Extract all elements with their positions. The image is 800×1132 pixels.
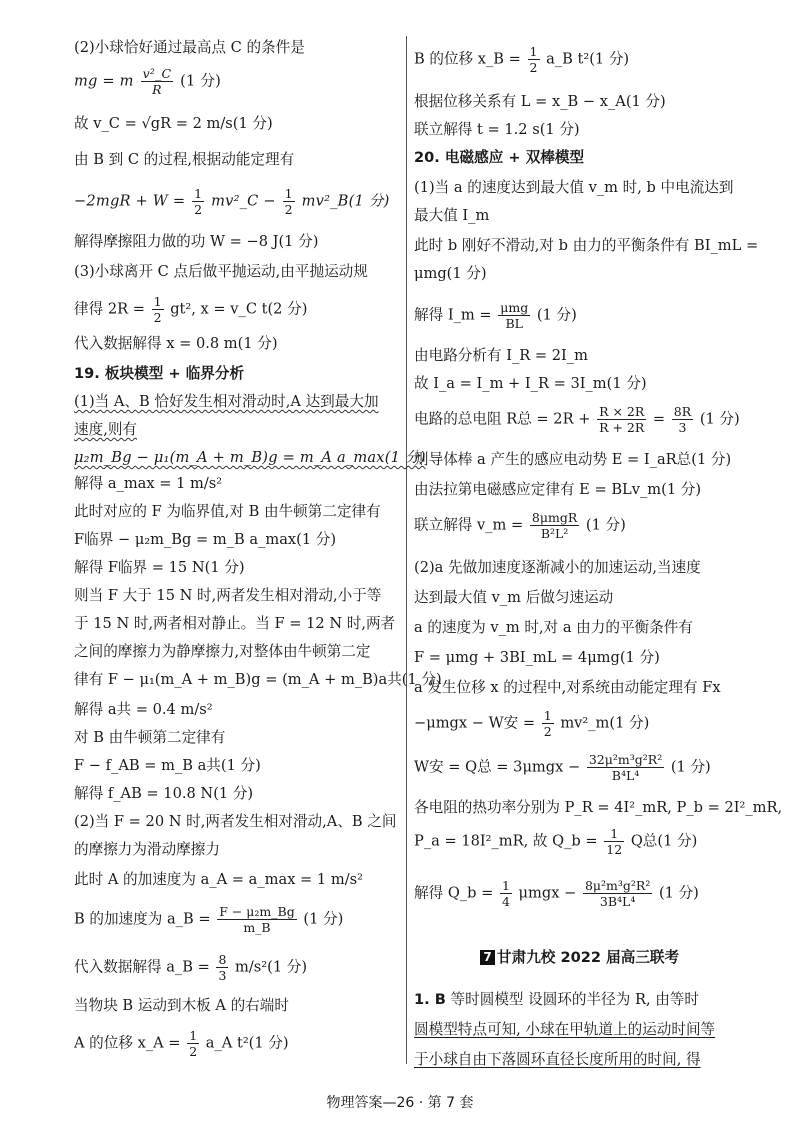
text-line: 解得摩擦阻力做的功 W = −8 J(1 分): [74, 233, 319, 250]
numerator: 1: [189, 1028, 198, 1043]
underlined-text: 圆模型特点可知, 小球在甲轨道上的运动时间等: [414, 1021, 716, 1038]
eq-text: mg = m: [74, 72, 134, 90]
numerator: 8: [218, 952, 227, 967]
denominator: 2: [189, 1044, 198, 1059]
fraction: [498, 300, 530, 331]
eq-text: (1 分): [699, 410, 740, 428]
numerator: 1: [194, 186, 203, 201]
eq-text: (1 分): [536, 306, 577, 324]
text-line: 由 B 到 C 的过程,根据动能定理有: [74, 151, 295, 168]
fraction: [216, 952, 228, 983]
numerator: 1: [153, 294, 162, 309]
denominator: B⁴L⁴: [611, 768, 640, 783]
text-line: [414, 990, 699, 1010]
numerator: 32μ²m³g²R²: [588, 752, 663, 767]
fraction: [542, 708, 554, 739]
equation-line: [74, 904, 343, 935]
section-number-badge: 7: [480, 950, 495, 965]
equation-line: [414, 510, 626, 541]
text-line: 此时 b 刚好不滑动,对 b 由力的平衡条件有 BI_mL =: [414, 237, 759, 254]
text-line: (2)当 F = 20 N 时,两者发生相对滑动,A、B 之间: [74, 813, 397, 830]
text-line: 最大值 I_m: [414, 207, 490, 224]
eq-text: a_B t²(1 分): [546, 50, 630, 68]
eq-text: −μmgx − W安 =: [414, 714, 536, 732]
numerator: 8μ²m³g²R²: [584, 878, 651, 893]
eq-text: (1 分): [303, 910, 344, 928]
underlined-text: 于小球自由下落圆环直径长度所用的时间, 得: [414, 1051, 701, 1068]
denominator: R: [152, 82, 162, 97]
text-line-content: 等时圆模型 设圆环的半径为 R, 由等时: [450, 991, 699, 1008]
eq-text: a_A t²(1 分): [205, 1034, 289, 1052]
denominator: 3: [218, 968, 227, 983]
equation-line: [74, 448, 426, 468]
problem-heading: 19. 板块模型 + 临界分析: [74, 365, 245, 382]
section-title: [480, 948, 679, 968]
fraction: [583, 878, 652, 909]
column-divider: [406, 36, 407, 1064]
equation-line: [74, 186, 390, 217]
eq-text: 律得 2R =: [74, 300, 145, 318]
text-line: [414, 1050, 701, 1070]
equation-line: [414, 878, 699, 909]
fraction: [528, 44, 540, 75]
eq-text: (1 分): [670, 758, 711, 776]
eq-text: 解得 I_m =: [414, 306, 492, 324]
fraction: [530, 510, 579, 541]
denominator: B²L²: [540, 526, 569, 541]
fraction: [217, 904, 297, 935]
text-line: 代入数据解得 x = 0.8 m(1 分): [74, 335, 278, 352]
equation-line: [74, 952, 307, 983]
text-line: 则当 F 大于 15 N 时,两者发生相对滑动,小于等: [74, 587, 382, 604]
text-line: 由法拉第电磁感应定律有 E = BLv_m(1 分): [414, 481, 702, 498]
eq-text: A 的位移 x_A =: [74, 1034, 181, 1052]
question-number: 1. B: [414, 991, 446, 1008]
numerator: 8R: [673, 404, 692, 419]
text-line: 解得 a_max = 1 m/s²: [74, 475, 223, 492]
text-line: 由电路分析有 I_R = 2I_m: [414, 347, 588, 364]
denominator: 2: [543, 724, 552, 739]
fraction: [672, 404, 693, 435]
text-line: 解得 F临界 = 15 N(1 分): [74, 559, 245, 576]
fraction: [604, 826, 624, 857]
text-line: 律有 F − μ₁(m_A + m_B)g = (m_A + m_B)a共(1 分): [74, 671, 442, 688]
text-line: (1)当 a 的速度达到最大值 v_m 时, b 中电流达到: [414, 179, 734, 196]
numerator: 1: [501, 878, 510, 893]
denominator: BL: [505, 316, 523, 331]
text-line: [414, 1020, 715, 1040]
equation-line: [414, 708, 649, 739]
text-line: 对 B 由牛顿第二定律有: [74, 729, 226, 746]
numerator: 1: [543, 708, 552, 723]
eq-text: 电路的总电阻 R总 = 2R +: [414, 410, 591, 428]
eq-text: μmgx −: [518, 884, 577, 902]
eq-text: mv²_m(1 分): [560, 714, 650, 732]
numerator: 1: [604, 826, 624, 842]
eq-text: (1 分): [658, 884, 699, 902]
fraction: [141, 66, 174, 97]
text-line: 于 15 N 时,两者相对静止。当 F = 12 N 时,两者: [74, 615, 396, 632]
equation-line: [414, 404, 740, 435]
eq-text: W安 = Q总 = 3μmgx −: [414, 758, 581, 776]
numerator: 1: [529, 44, 538, 59]
eq-text: mv²_B(1 分): [301, 192, 390, 210]
equation-line: [74, 1028, 289, 1059]
section-title-text: 甘肃九校 2022 届高三联考: [497, 949, 680, 966]
equation-line: [74, 294, 307, 325]
numerator: μmg: [500, 300, 529, 315]
eq-text: 联立解得 v_m =: [414, 516, 524, 534]
text-line: 达到最大值 v_m 后做匀速运动: [414, 589, 614, 606]
text-line: (3)小球离开 C 点后做平抛运动,由平抛运动规: [74, 263, 368, 280]
equation-line: [414, 752, 711, 783]
numerator: 1: [284, 186, 293, 201]
text-line: 解得 a共 = 0.4 m/s²: [74, 701, 213, 718]
text-line: a 发生位移 x 的过程中,对系统由动能定理有 Fx: [414, 679, 721, 696]
eq-text: 代入数据解得 a_B =: [74, 958, 210, 976]
eq-text: =: [652, 410, 666, 428]
text-line: F = μmg + 3BI_mL = 4μmg(1 分): [414, 649, 660, 666]
fraction: [152, 294, 164, 325]
problem-heading: 20. 电磁感应 + 双棒模型: [414, 149, 585, 166]
text-line: 解得 f_AB = 10.8 N(1 分): [74, 785, 254, 802]
text-line: μmg(1 分): [414, 265, 487, 282]
eq-text: 解得 Q_b =: [414, 884, 494, 902]
fraction: [500, 878, 512, 909]
eq-text: B 的加速度为 a_B =: [74, 910, 211, 928]
eq-text: mv²_C −: [211, 192, 276, 210]
numerator: v²_C: [142, 66, 172, 81]
text-line: 各电阻的热功率分别为 P_R = 4I²_mR, P_b = 2I²_mR,: [414, 799, 783, 816]
denominator: 2: [284, 202, 293, 217]
denominator: 2: [529, 60, 538, 75]
text-line: 之间的摩擦力为静摩擦力,对整体由牛顿第二定: [74, 643, 371, 660]
eq-text: (1 分): [585, 516, 626, 534]
text-line: 联立解得 t = 1.2 s(1 分): [414, 121, 580, 138]
wavy-text: μ₂m_Bg − μ₁(m_A + m_B)g = m_A a_max(1 分): [74, 449, 426, 466]
denominator: 2: [194, 202, 203, 217]
denominator: 3: [678, 420, 687, 435]
text-line: F − f_AB = m_B a共(1 分): [74, 757, 261, 774]
text-line: [74, 392, 379, 412]
text-line: 此时对应的 F 为临界值,对 B 由牛顿第二定律有: [74, 503, 381, 520]
text-line: a 的速度为 v_m 时,对 a 由力的平衡条件有: [414, 619, 693, 636]
eq-text: (1 分): [180, 72, 222, 90]
page-footer: 物理答案—26 · 第 7 套: [326, 1095, 474, 1111]
text-line: 当物块 B 运动到木板 A 的右端时: [74, 997, 289, 1014]
eq-text: gt², x = v_C t(2 分): [170, 300, 308, 318]
eq-text: B 的位移 x_B =: [414, 50, 521, 68]
eq-text: Q总(1 分): [630, 832, 698, 850]
denominator: 4: [501, 894, 510, 909]
text-line: [74, 420, 137, 440]
denominator: 12: [606, 842, 623, 857]
text-line: 故 v_C = √gR = 2 m/s(1 分): [74, 115, 273, 132]
denominator: m_B: [243, 920, 271, 935]
text-line: 则导体棒 a 产生的感应电动势 E = I_aR总(1 分): [414, 451, 732, 468]
text-line: 根据位移关系有 L = x_B − x_A(1 分): [414, 93, 666, 110]
equation-line: [74, 66, 221, 97]
text-line: (2)a 先做加速度逐渐减小的加速运动,当速度: [414, 559, 701, 576]
numerator: R × 2R: [599, 404, 645, 419]
text-line: 的摩擦力为滑动摩擦力: [74, 841, 220, 858]
denominator: R + 2R: [599, 420, 645, 435]
equation-line: [414, 300, 577, 331]
eq-text: m/s²(1 分): [235, 958, 308, 976]
fraction: [597, 404, 646, 435]
denominator: 3B⁴L⁴: [599, 894, 636, 909]
fraction: [283, 186, 295, 217]
text-line: 此时 A 的加速度为 a_A = a_max = 1 m/s²: [74, 871, 363, 888]
equation-line: [414, 44, 629, 75]
text-line: 故 I_a = I_m + I_R = 3I_m(1 分): [414, 375, 647, 392]
wavy-text: (1)当 A、B 恰好发生相对滑动时,A 达到最大加: [74, 393, 379, 410]
numerator: F − μ₂m_Bg: [219, 904, 295, 919]
text-line: (2)小球恰好通过最高点 C 的条件是: [74, 39, 305, 56]
text-line: F临界 − μ₂m_Bg = m_B a_max(1 分): [74, 531, 337, 548]
wavy-text: 速度,则有: [74, 421, 138, 438]
denominator: 2: [153, 310, 162, 325]
eq-text: −2mgR + W =: [74, 192, 186, 210]
numerator: 8μmgR: [531, 510, 578, 525]
equation-line: [414, 826, 697, 857]
fraction: [587, 752, 664, 783]
eq-text: P_a = 18I²_mR, 故 Q_b =: [414, 832, 598, 850]
fraction: [187, 1028, 199, 1059]
fraction: [192, 186, 204, 217]
